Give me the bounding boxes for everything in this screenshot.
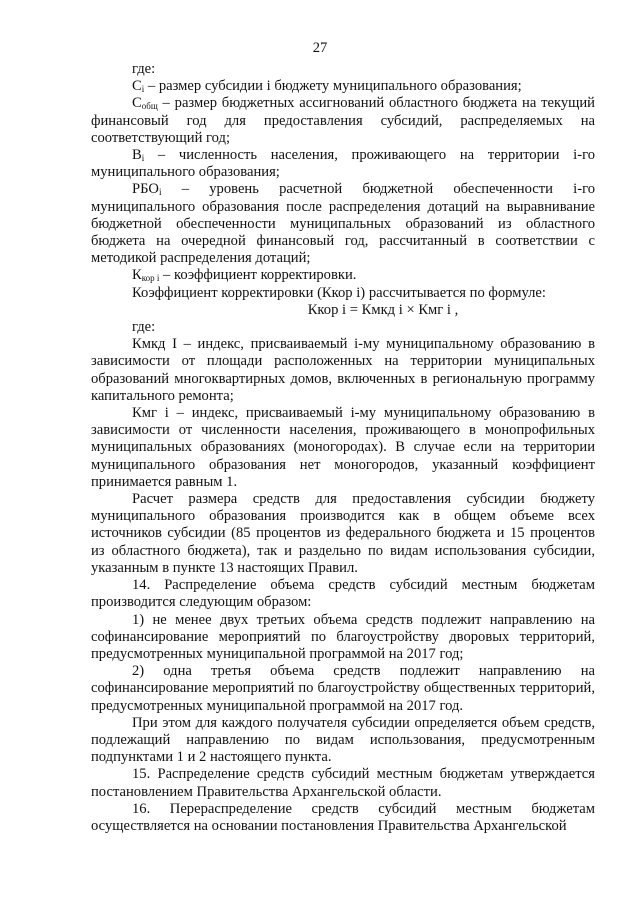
page-number: 27 xyxy=(312,40,328,56)
symbol-subscript: общ xyxy=(141,101,158,112)
symbol-subscript: i xyxy=(141,84,145,95)
paragraph-calculation: Расчет размера средств для предоставления субсидии бюджету муниципального образования производится как в общем объеме всех источников субсидии (85 процентов из федерального бюджета и 15 процентов из областного бюджета), так и раздельно по видам использования субсидии, указанным в пункте 13 настоящих Правил. xyxy=(91,491,595,576)
definition-text: – коэффициент корректировки. xyxy=(159,267,357,284)
paragraph-where: где: xyxy=(132,61,156,77)
paragraph-15: 15. Распределение средств субсидий местным бюджетам утверждается постановлением Правительства Архангельской области. xyxy=(91,766,595,800)
definition-text: – численность населения, проживающего на территории i-го муниципального образования; xyxy=(91,147,595,181)
symbol-subscript: i xyxy=(141,153,145,164)
definition-ci xyxy=(91,78,595,95)
paragraph-16: 16. Перераспределение средств субсидий местным бюджетам осуществляется на основании постановления Правительства Архангельской xyxy=(91,800,595,834)
symbol-subscript: кор i xyxy=(141,273,160,284)
symbol: РБО xyxy=(132,181,159,198)
symbol-subscript: i xyxy=(158,187,162,198)
definition-rboi xyxy=(91,181,595,267)
paragraph-recipient: При этом для каждого получателя субсидии определяется объем средств, подлежащий направлению по видам использования, предусмотренным подпунктами 1 и 2 настоящего пункта. xyxy=(91,714,595,766)
document-body xyxy=(91,61,595,835)
definition-text: – размер бюджетных ассигнований областного бюджета на текущий финансовый год для предоставления субсидий, распределяемых на соответствующий год; xyxy=(91,95,595,146)
definition-bi xyxy=(91,147,595,181)
paragraph-where: где: xyxy=(132,319,156,336)
paragraph-14-2: 2) одна третья объема средств подлежит направлению на софинансирование мероприятий по благоустройству общественных территорий, предусмотренных муниципальной программой на 2017 год. xyxy=(91,663,595,714)
symbol: C xyxy=(132,95,142,112)
paragraph-14-1: 1) не менее двух третьих объема средств подлежит направлению на софинансирование мероприятий по благоустройству дворовых территорий, предусмотренных муниципальной программой на 2017 год; xyxy=(91,611,595,662)
paragraph-formula-intro: Коэффициент корректировки (Ккор i) рассчитывается по формуле: xyxy=(132,284,546,301)
symbol: B xyxy=(132,147,142,164)
formula: Ккор i = Кмкд i × Кмг i , xyxy=(307,301,459,318)
definition-cobsh xyxy=(91,95,595,147)
definition-kkor xyxy=(91,267,595,284)
paragraph-kmg: Кмг i – индекс, присваиваемый i-му муниципальному образованию в зависимости от численности населения, проживающего в монопрофильных муниципальных образованиях (моногородах). В случае если на территории муниципального образования нет моногородов, указанный коэффициент принимается равным 1. xyxy=(91,405,595,490)
definition-text: – размер субсидии i бюджету муниципального образования; xyxy=(144,78,522,95)
symbol: C xyxy=(132,78,142,95)
symbol: К xyxy=(132,267,142,284)
paragraph-kmkd: Кмкд I – индекс, присваиваемый i-му муниципальному образованию в зависимости от площади расположенных на территории муниципальных образований многоквартирных домов, включенных в региональную программу капитального ремонта; xyxy=(91,336,595,404)
definition-text: – уровень расчетной бюджетной обеспеченности i-го муниципального образования после распределения дотаций на выравнивание бюджетной обеспеченности муниципальных образований из областного бюджета на очередной финансовый год, рассчитанный в соответствии с методикой распределения дотаций; xyxy=(91,181,595,267)
paragraph-14: 14. Распределение объема средств субсидий местным бюджетам производится следующим образом: xyxy=(91,577,595,611)
